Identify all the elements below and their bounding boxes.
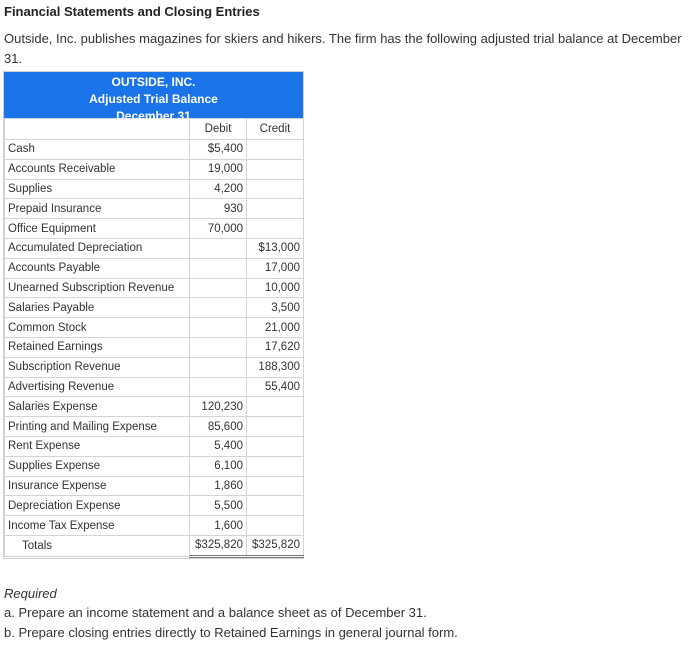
total-debit: $325,820 xyxy=(190,535,247,556)
credit-amount: 17,000 xyxy=(247,258,304,278)
account-name: Insurance Expense xyxy=(5,476,190,496)
debit-amount: 5,400 xyxy=(190,436,247,456)
credit-amount: 21,000 xyxy=(247,318,304,338)
debit-amount: 85,600 xyxy=(190,417,247,437)
debit-column-header: Debit xyxy=(190,119,247,140)
credit-amount: 17,620 xyxy=(247,337,304,357)
required-label: Required xyxy=(4,586,57,601)
account-name: Office Equipment xyxy=(5,219,190,239)
account-name: Depreciation Expense xyxy=(5,496,190,516)
trial-balance-header xyxy=(4,72,303,123)
account-name: Accounts Payable xyxy=(5,258,190,278)
totals-row xyxy=(5,535,304,556)
debit-amount: 70,000 xyxy=(190,219,247,239)
credit-amount xyxy=(247,436,304,456)
account-name: Supplies xyxy=(5,179,190,199)
table-row xyxy=(5,496,304,516)
credit-amount xyxy=(247,179,304,199)
credit-amount xyxy=(247,140,304,160)
credit-amount xyxy=(247,159,304,179)
account-name: Cash xyxy=(5,140,190,160)
account-name: Supplies Expense xyxy=(5,456,190,476)
debit-amount: 19,000 xyxy=(190,159,247,179)
credit-amount: 55,400 xyxy=(247,377,304,397)
table-row xyxy=(5,318,304,338)
credit-amount: 3,500 xyxy=(247,298,304,318)
account-name: Common Stock xyxy=(5,318,190,338)
table-row xyxy=(5,397,304,417)
trial-balance-grid xyxy=(4,118,304,558)
credit-amount xyxy=(247,476,304,496)
table-row xyxy=(5,436,304,456)
debit-amount: $5,400 xyxy=(190,140,247,160)
table-row xyxy=(5,258,304,278)
company-name: OUTSIDE, INC. xyxy=(111,75,196,89)
debit-amount: 120,230 xyxy=(190,397,247,417)
credit-amount xyxy=(247,496,304,516)
credit-amount xyxy=(247,456,304,476)
credit-amount xyxy=(247,199,304,219)
credit-amount xyxy=(247,397,304,417)
debit-amount xyxy=(190,357,247,377)
account-name: Accounts Receivable xyxy=(5,159,190,179)
credit-amount: 188,300 xyxy=(247,357,304,377)
account-name: Accumulated Depreciation xyxy=(5,238,190,258)
trial-balance-table xyxy=(3,71,304,559)
table-row xyxy=(5,516,304,536)
account-name: Rent Expense xyxy=(5,436,190,456)
table-row xyxy=(5,337,304,357)
requirement-a: a. Prepare an income statement and a balance sheet as of December 31. xyxy=(4,605,427,620)
credit-amount: $13,000 xyxy=(247,238,304,258)
table-row xyxy=(5,219,304,239)
debit-amount xyxy=(190,298,247,318)
table-row xyxy=(5,238,304,258)
debit-amount: 6,100 xyxy=(190,456,247,476)
table-row xyxy=(5,278,304,298)
credit-amount: 10,000 xyxy=(247,278,304,298)
total-credit: $325,820 xyxy=(247,535,304,556)
account-name: Retained Earnings xyxy=(5,337,190,357)
debit-amount xyxy=(190,318,247,338)
debit-amount: 1,860 xyxy=(190,476,247,496)
intro-paragraph: Outside, Inc. publishes magazines for skiers and hikers. The firm has the following adjusted trial balance at December 31. xyxy=(4,31,682,66)
account-name: Advertising Revenue xyxy=(5,377,190,397)
account-name: Salaries Expense xyxy=(5,397,190,417)
table-row xyxy=(5,159,304,179)
account-name: Prepaid Insurance xyxy=(5,199,190,219)
statement-date: December 31 xyxy=(116,109,191,123)
debit-amount xyxy=(190,258,247,278)
debit-amount xyxy=(190,278,247,298)
account-name: Unearned Subscription Revenue xyxy=(5,278,190,298)
debit-amount xyxy=(190,377,247,397)
debit-amount: 1,600 xyxy=(190,516,247,536)
statement-name: Adjusted Trial Balance xyxy=(89,92,218,106)
account-name: Printing and Mailing Expense xyxy=(5,417,190,437)
credit-amount xyxy=(247,219,304,239)
account-name: Salaries Payable xyxy=(5,298,190,318)
table-row xyxy=(5,357,304,377)
debit-amount: 5,500 xyxy=(190,496,247,516)
requirement-b: b. Prepare closing entries directly to Retained Earnings in general journal form. xyxy=(4,625,458,640)
table-row xyxy=(5,179,304,199)
credit-amount xyxy=(247,516,304,536)
debit-amount: 4,200 xyxy=(190,179,247,199)
page-title: Financial Statements and Closing Entries xyxy=(4,4,260,19)
debit-amount: 930 xyxy=(190,199,247,219)
table-row xyxy=(5,199,304,219)
totals-label: Totals xyxy=(5,535,190,556)
debit-amount xyxy=(190,337,247,357)
table-row xyxy=(5,140,304,160)
table-row xyxy=(5,476,304,496)
credit-amount xyxy=(247,417,304,437)
table-row xyxy=(5,456,304,476)
table-row xyxy=(5,417,304,437)
account-name: Subscription Revenue xyxy=(5,357,190,377)
debit-amount xyxy=(190,238,247,258)
credit-column-header: Credit xyxy=(247,119,304,140)
table-row xyxy=(5,298,304,318)
table-row xyxy=(5,377,304,397)
account-name: Income Tax Expense xyxy=(5,516,190,536)
